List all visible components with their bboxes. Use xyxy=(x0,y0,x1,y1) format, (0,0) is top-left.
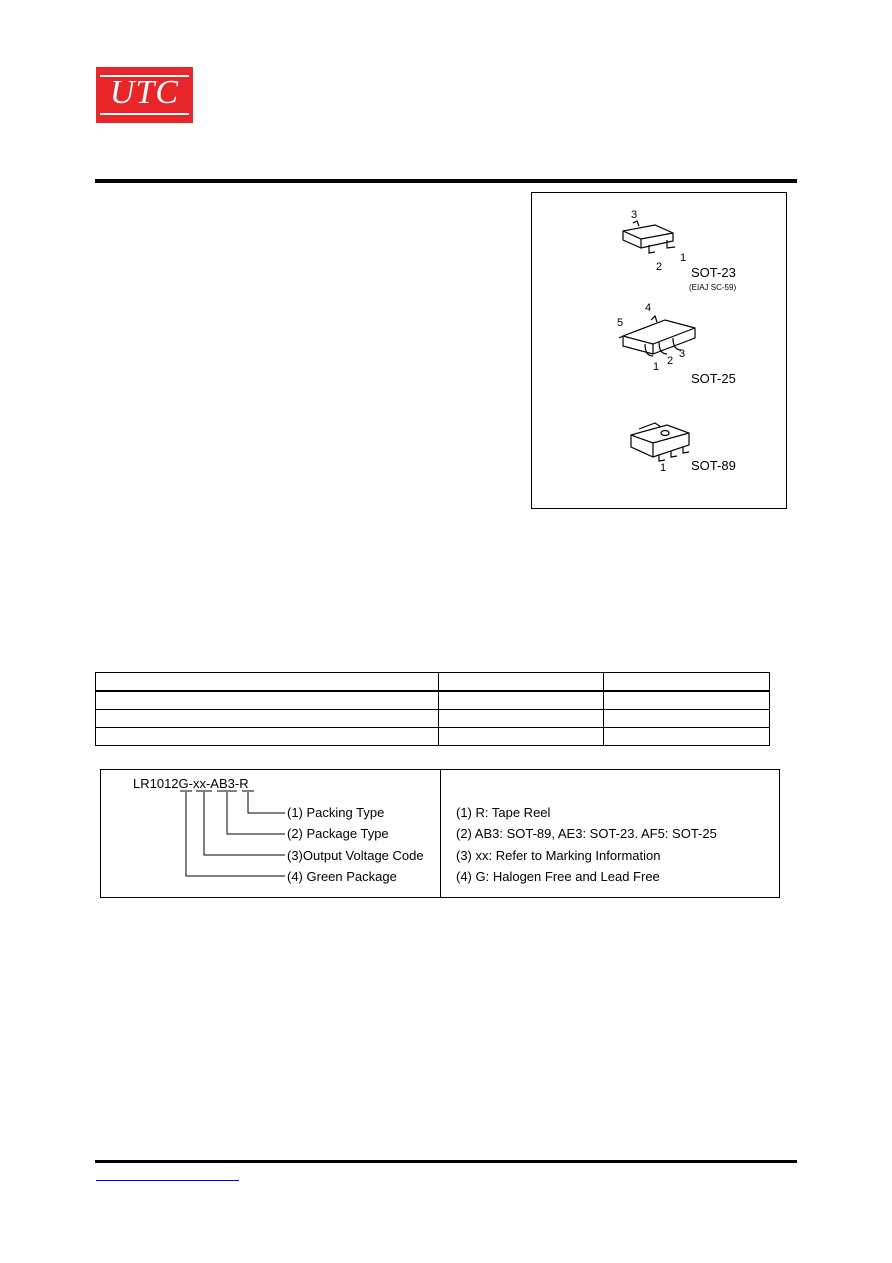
code-desc-4: (4) G: Halogen Free and Lead Free xyxy=(456,869,660,884)
header-rule xyxy=(95,179,797,183)
code-desc-2: (2) AB3: SOT-89, AE3: SOT-23. AF5: SOT-25 xyxy=(456,826,717,841)
code-label-3: (3)Output Voltage Code xyxy=(287,848,424,863)
footer-rule xyxy=(95,1160,797,1163)
table-cell xyxy=(96,710,439,728)
table-row xyxy=(96,728,770,746)
sot23-package-drawing xyxy=(615,215,690,265)
sot23-pin-3: 3 xyxy=(631,209,638,221)
code-label-1: (1) Packing Type xyxy=(287,805,385,820)
table-cell xyxy=(603,673,769,692)
sot23-label: SOT-23 xyxy=(691,265,736,280)
sot25-pin-3: 3 xyxy=(679,348,686,360)
table-cell xyxy=(96,691,439,710)
part-number: LR1012G-xx-AB3-R xyxy=(133,776,249,791)
logo-text: UTC xyxy=(109,74,180,111)
sot25-package-drawing xyxy=(615,310,705,365)
table-cell xyxy=(603,728,769,746)
table-header-row xyxy=(96,673,770,692)
table-cell xyxy=(603,691,769,710)
sot25-pin-5: 5 xyxy=(617,317,624,329)
code-box-divider xyxy=(440,769,441,898)
table-cell xyxy=(96,673,439,692)
sot25-pin-4: 4 xyxy=(645,302,652,314)
table-cell xyxy=(438,728,603,746)
sot89-label: SOT-89 xyxy=(691,458,736,473)
part-code-bracket-lines xyxy=(180,790,290,885)
sot25-pin-1: 1 xyxy=(653,361,660,373)
code-label-2: (2) Package Type xyxy=(287,826,389,841)
utc-logo xyxy=(96,67,193,123)
sot89-pin-1: 1 xyxy=(660,462,667,474)
ordering-information-table xyxy=(95,672,770,746)
table-cell xyxy=(603,710,769,728)
code-desc-1: (1) R: Tape Reel xyxy=(456,805,551,820)
table-row xyxy=(96,710,770,728)
code-label-4: (4) Green Package xyxy=(287,869,397,884)
sot23-note: (EIAJ SC-59) xyxy=(689,283,737,292)
sot89-package-drawing xyxy=(625,415,695,465)
sot25-pin-2: 2 xyxy=(667,355,674,367)
code-desc-3: (3) xx: Refer to Marking Information xyxy=(456,848,661,863)
table-cell xyxy=(438,710,603,728)
table-row xyxy=(96,691,770,710)
sot23-pin-2: 2 xyxy=(656,261,663,273)
footer-website-link[interactable] xyxy=(96,1168,239,1181)
sot23-pin-1: 1 xyxy=(680,252,687,264)
sot25-label: SOT-25 xyxy=(691,371,736,386)
table-cell xyxy=(96,728,439,746)
table-cell xyxy=(438,673,603,692)
table-cell xyxy=(438,691,603,710)
